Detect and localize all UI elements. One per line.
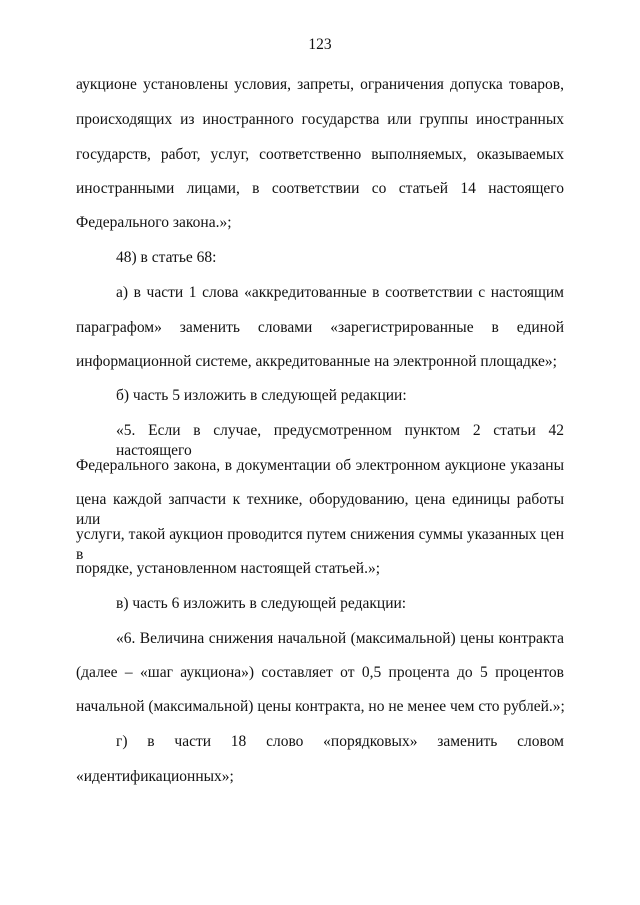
text-line: аукционе установлены условия, запреты, ограничения допуска товаров, — [76, 76, 564, 93]
text-line: Федерального закона, в документации об электронном аукционе указаны — [76, 457, 564, 474]
text-line: начальной (максимальной) цены контракта, но не менее чем сто рублей.»; — [76, 698, 565, 715]
text-line: цена каждой запчасти к технике, оборудованию, цена единицы работы или — [76, 491, 564, 528]
text-line: иностранными лицами, в соответствии со статьей 14 настоящего — [76, 180, 564, 197]
text-line: 48) в статье 68: — [116, 249, 217, 266]
text-line: а) в части 1 слова «аккредитованные в соответствии с настоящим — [116, 284, 564, 301]
text-line: информационной системе, аккредитованные на электронной площадке»; — [76, 353, 557, 370]
text-line: параграфом» заменить словами «зарегистрированные в единой — [76, 319, 564, 336]
text-line: (далее – «шаг аукциона») составляет от 0,5 процента до 5 процентов — [76, 664, 564, 681]
text-line: услуги, такой аукцион проводится путем снижения суммы указанных цен в — [76, 526, 564, 563]
page-number: 123 — [308, 36, 332, 53]
text-line: Федерального закона.»; — [76, 214, 232, 231]
text-line: «5. Если в случае, предусмотренном пунктом 2 статьи 42 настоящего — [116, 422, 564, 459]
text-line: происходящих из иностранного государства или группы иностранных — [76, 111, 564, 128]
text-line: в) часть 6 изложить в следующей редакции: — [116, 595, 407, 612]
text-line: порядке, установленном настоящей статьей.»; — [76, 560, 381, 577]
text-line: б) часть 5 изложить в следующей редакции: — [116, 387, 407, 404]
text-line: г) в части 18 слово «порядковых» заменить словом — [116, 733, 564, 750]
text-line: «6. Величина снижения начальной (максимальной) цены контракта — [116, 630, 564, 647]
text-line: государств, работ, услуг, соответственно выполняемых, оказываемых — [76, 146, 564, 163]
text-line: «идентификационных»; — [76, 768, 234, 785]
